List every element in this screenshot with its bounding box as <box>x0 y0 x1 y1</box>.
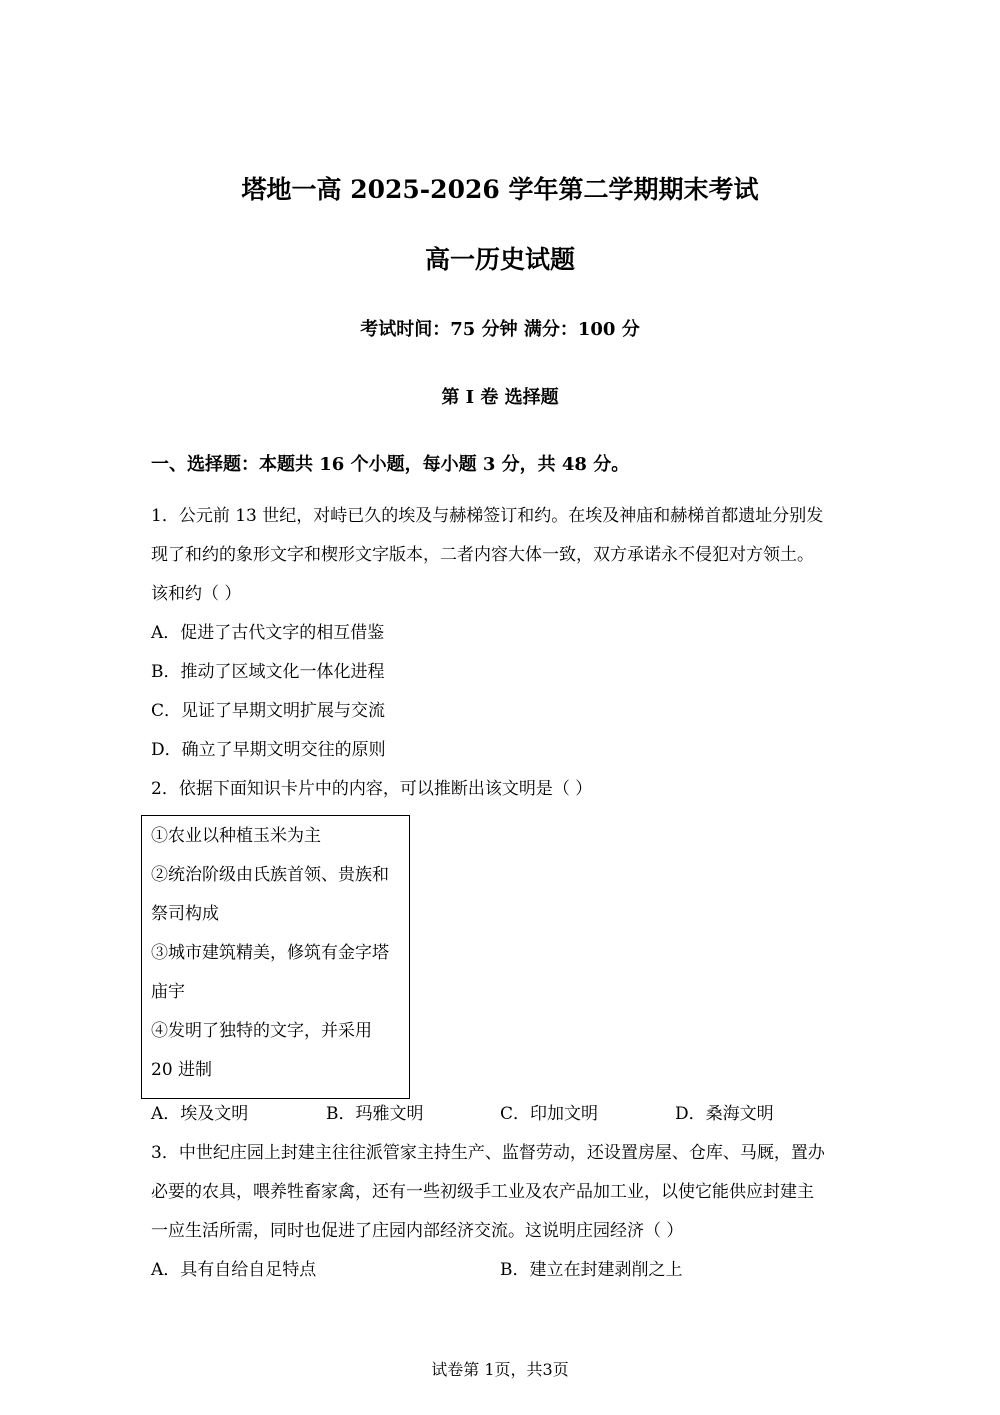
section-heading: 一、选择题：本题共 16 个小题，每小题 3 分，共 48 分。 <box>151 454 630 475</box>
q3-option-b: B．建立在封建剥削之上 <box>500 1260 683 1280</box>
knowledge-card-line: 祭司构成 <box>151 904 219 924</box>
exam-info: 考试时间：75 分钟 满分：100 分 <box>360 319 640 340</box>
knowledge-card-line: ③城市建筑精美，修筑有金字塔 <box>151 943 389 963</box>
q1-option-d: D．确立了早期文明交往的原则 <box>151 740 386 760</box>
q1-option-b: B．推动了区域文化一体化进程 <box>151 662 385 682</box>
q1-stem-line-2: 现了和约的象形文字和楔形文字版本，二者内容大体一致，双方承诺永不侵犯对方领土。 <box>151 545 814 565</box>
q2-option-b: B．玛雅文明 <box>326 1104 424 1124</box>
exam-subject-title: 高一历史试题 <box>424 245 575 274</box>
q3-option-a: A．具有自给自足特点 <box>151 1260 317 1280</box>
q1-option-a: A．促进了古代文字的相互借鉴 <box>151 623 385 643</box>
volume-heading: 第 Ⅰ 卷 选择题 <box>441 387 559 408</box>
knowledge-card-line: ④发明了独特的文字，并采用 <box>151 1021 372 1041</box>
q3-stem-line-3: 一应生活所需，同时也促进了庄园内部经济交流。这说明庄园经济（ ） <box>151 1221 684 1241</box>
knowledge-card-line: 庙宇 <box>151 982 185 1002</box>
q1-option-c: C．见证了早期文明扩展与交流 <box>151 701 386 721</box>
knowledge-card-line: ①农业以种植玉米为主 <box>151 826 321 846</box>
q1-stem-line-3: 该和约（ ） <box>151 584 242 604</box>
q2-option-c: C．印加文明 <box>500 1104 599 1124</box>
q1-stem-line-1: 1．公元前 13 世纪，对峙已久的埃及与赫梯签订和约。在埃及神庙和赫梯首都遗址分别发 <box>151 506 824 526</box>
knowledge-card-line: 20 进制 <box>151 1060 213 1080</box>
q3-stem-line-2: 必要的农具，喂养牲畜家禽，还有一些初级手工业及农产品加工业，以使它能供应封建主 <box>151 1182 814 1202</box>
exam-title: 塔地一高 2025-2026 学年第二学期期末考试 <box>241 175 759 204</box>
q2-option-a: A．埃及文明 <box>151 1104 249 1124</box>
q3-stem-line-1: 3．中世纪庄园上封建主往往派管家主持生产、监督劳动，还设置房屋、仓库、马厩，置办 <box>151 1143 825 1163</box>
q2-stem: 2．依据下面知识卡片中的内容，可以推断出该文明是（ ） <box>151 779 593 799</box>
knowledge-card-line: ②统治阶级由氏族首领、贵族和 <box>151 865 389 885</box>
q2-option-d: D．桑海文明 <box>675 1104 774 1124</box>
page-footer: 试卷第 1页，共3页 <box>431 1360 569 1379</box>
